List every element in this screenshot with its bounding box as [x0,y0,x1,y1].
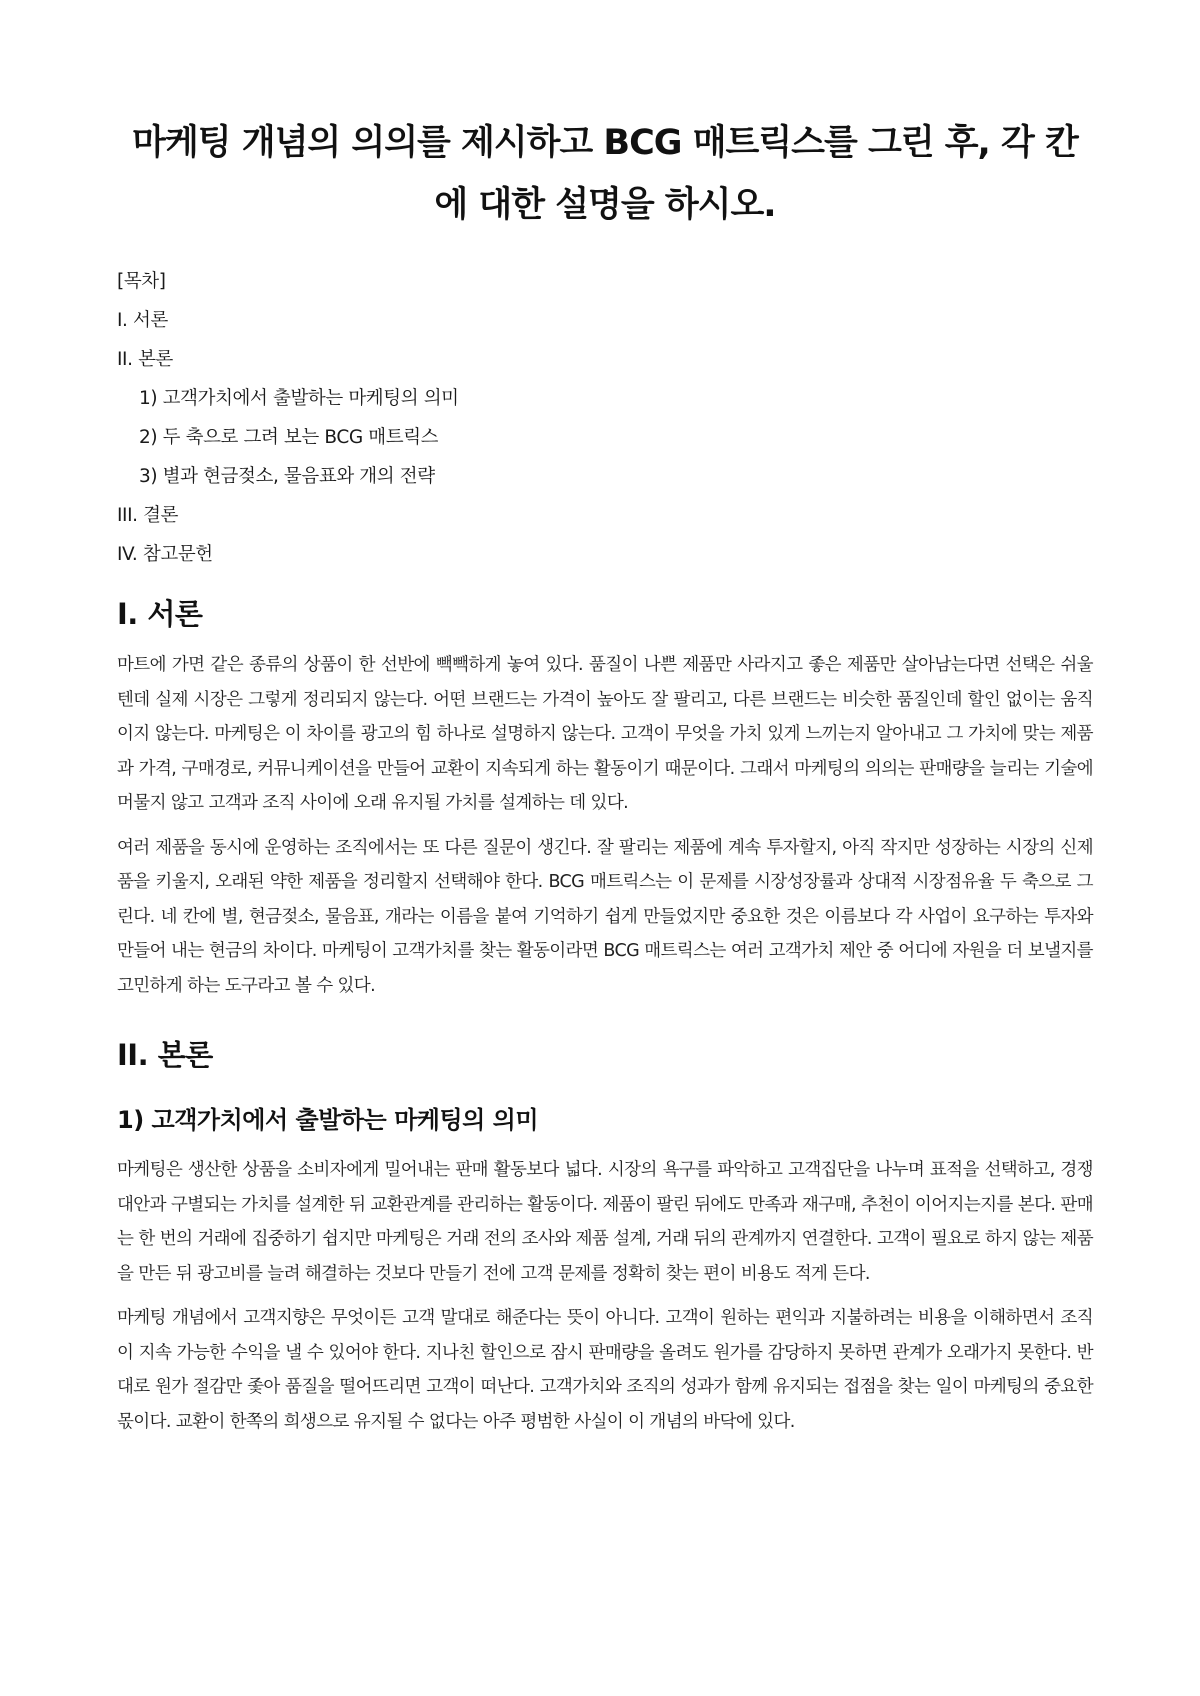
toc-item-marketing-meaning: 1) 고객가치에서 출발하는 마케팅의 의미 [139,388,459,409]
body-heading: II. 본론 [117,1038,213,1072]
body-section [117,1033,1093,1439]
introduction-paragraph: 여러 제품을 동시에 운영하는 조직에서는 또 다른 질문이 생긴다. 잘 팔리는 제품에 계속 투자할지, 아직 작지만 성장하는 시장의 신제품을 키울지, 오래된 약한 제품을 정리할지 선택해야 한다. BCG 매트릭스는 이 문제를 시장성장률과 상대적 시장점유율 두 축으로 그린다. 네 칸에 별, 현금젖소, 물음표, 개라는 이름을 붙여 기억하기 쉽게 만들었지만 중요한 것은 이름보다 각 사업이 요구하는 투자와 만들어 내는 현금의 차이다. 마케팅이 고객가치를 찾는 활동이라면 BCG 매트릭스는 여러 고객가치 제안 중 어디에 자원을 더 보낼지를 고민하게 하는 도구라고 볼 수 있다. [117,837,1093,996]
introduction-heading: I. 서론 [117,597,203,631]
document-page [117,112,1093,1449]
introduction-section [117,592,1093,1003]
toc-header: [목차] [117,271,166,292]
toc-item-introduction: I. 서론 [117,310,168,331]
document-title: 마케팅 개념의 의의를 제시하고 BCG 매트릭스를 그린 후, 각 칸에 대한 설명을 하시오. [132,123,1078,225]
subsection-marketing-meaning [117,1101,1093,1439]
body-paragraph: 마케팅 개념에서 고객지향은 무엇이든 고객 말대로 해준다는 뜻이 아니다. 고객이 원하는 편익과 지불하려는 비용을 이해하면서 조직이 지속 가능한 수익을 낼 수 있어야 한다. 지나친 할인으로 잠시 판매량을 올려도 원가를 감당하지 못하면 관계가 오래가지 못한다. 반대로 원가 절감만 좇아 품질을 떨어뜨리면 고객이 떠난다. 고객가치와 조직의 성과가 함께 유지되는 접점을 찾는 일이 마케팅의 중요한 몫이다. 교환이 한쪽의 희생으로 유지될 수 없다는 아주 평범한 사실이 이 개념의 바닥에 있다. [117,1308,1093,1432]
introduction-paragraph: 마트에 가면 같은 종류의 상품이 한 선반에 빽빽하게 놓여 있다. 품질이 나쁜 제품만 사라지고 좋은 제품만 살아남는다면 선택은 쉬울 텐데 실제 시장은 그렇게 정리되지 않는다. 어떤 브랜드는 가격이 높아도 잘 팔리고, 다른 브랜드는 비슷한 품질인데 할인 없이는 움직이지 않는다. 마케팅은 이 차이를 광고의 힘 하나로 설명하지 않는다. 고객이 무엇을 가치 있게 느끼는지 알아내고 그 가치에 맞는 제품과 가격, 구매경로, 커뮤니케이션을 만들어 교환이 지속되게 하는 활동이기 때문이다. 그래서 마케팅의 의의는 판매량을 늘리는 기술에 머물지 않고 고객과 조직 사이에 오래 유지될 가치를 설계하는 데 있다. [117,655,1093,813]
toc-item-body: II. 본론 [117,349,174,370]
subsection-heading: 1) 고객가치에서 출발하는 마케팅의 의미 [117,1106,539,1134]
toc-item-bcg-matrix: 2) 두 축으로 그려 보는 BCG 매트릭스 [139,427,439,448]
toc-item-conclusion: III. 결론 [117,505,179,526]
toc-item-references: IV. 참고문헌 [117,544,213,565]
table-of-contents [117,262,1093,574]
toc-item-quadrant-strategies: 3) 별과 현금젖소, 물음표와 개의 전략 [139,466,435,487]
body-paragraph: 마케팅은 생산한 상품을 소비자에게 밀어내는 판매 활동보다 넓다. 시장의 욕구를 파악하고 고객집단을 나누며 표적을 선택하고, 경쟁 대안과 구별되는 가치를 설계한 뒤 교환관계를 관리하는 활동이다. 제품이 팔린 뒤에도 만족과 재구매, 추천이 이어지는지를 본다. 판매는 한 번의 거래에 집중하기 쉽지만 마케팅은 거래 전의 조사와 제품 설계, 거래 뒤의 관계까지 연결한다. 고객이 필요로 하지 않는 제품을 만든 뒤 광고비를 늘려 해결하는 것보다 만들기 전에 고객 문제를 정확히 찾는 편이 비용도 적게 든다. [117,1160,1093,1284]
